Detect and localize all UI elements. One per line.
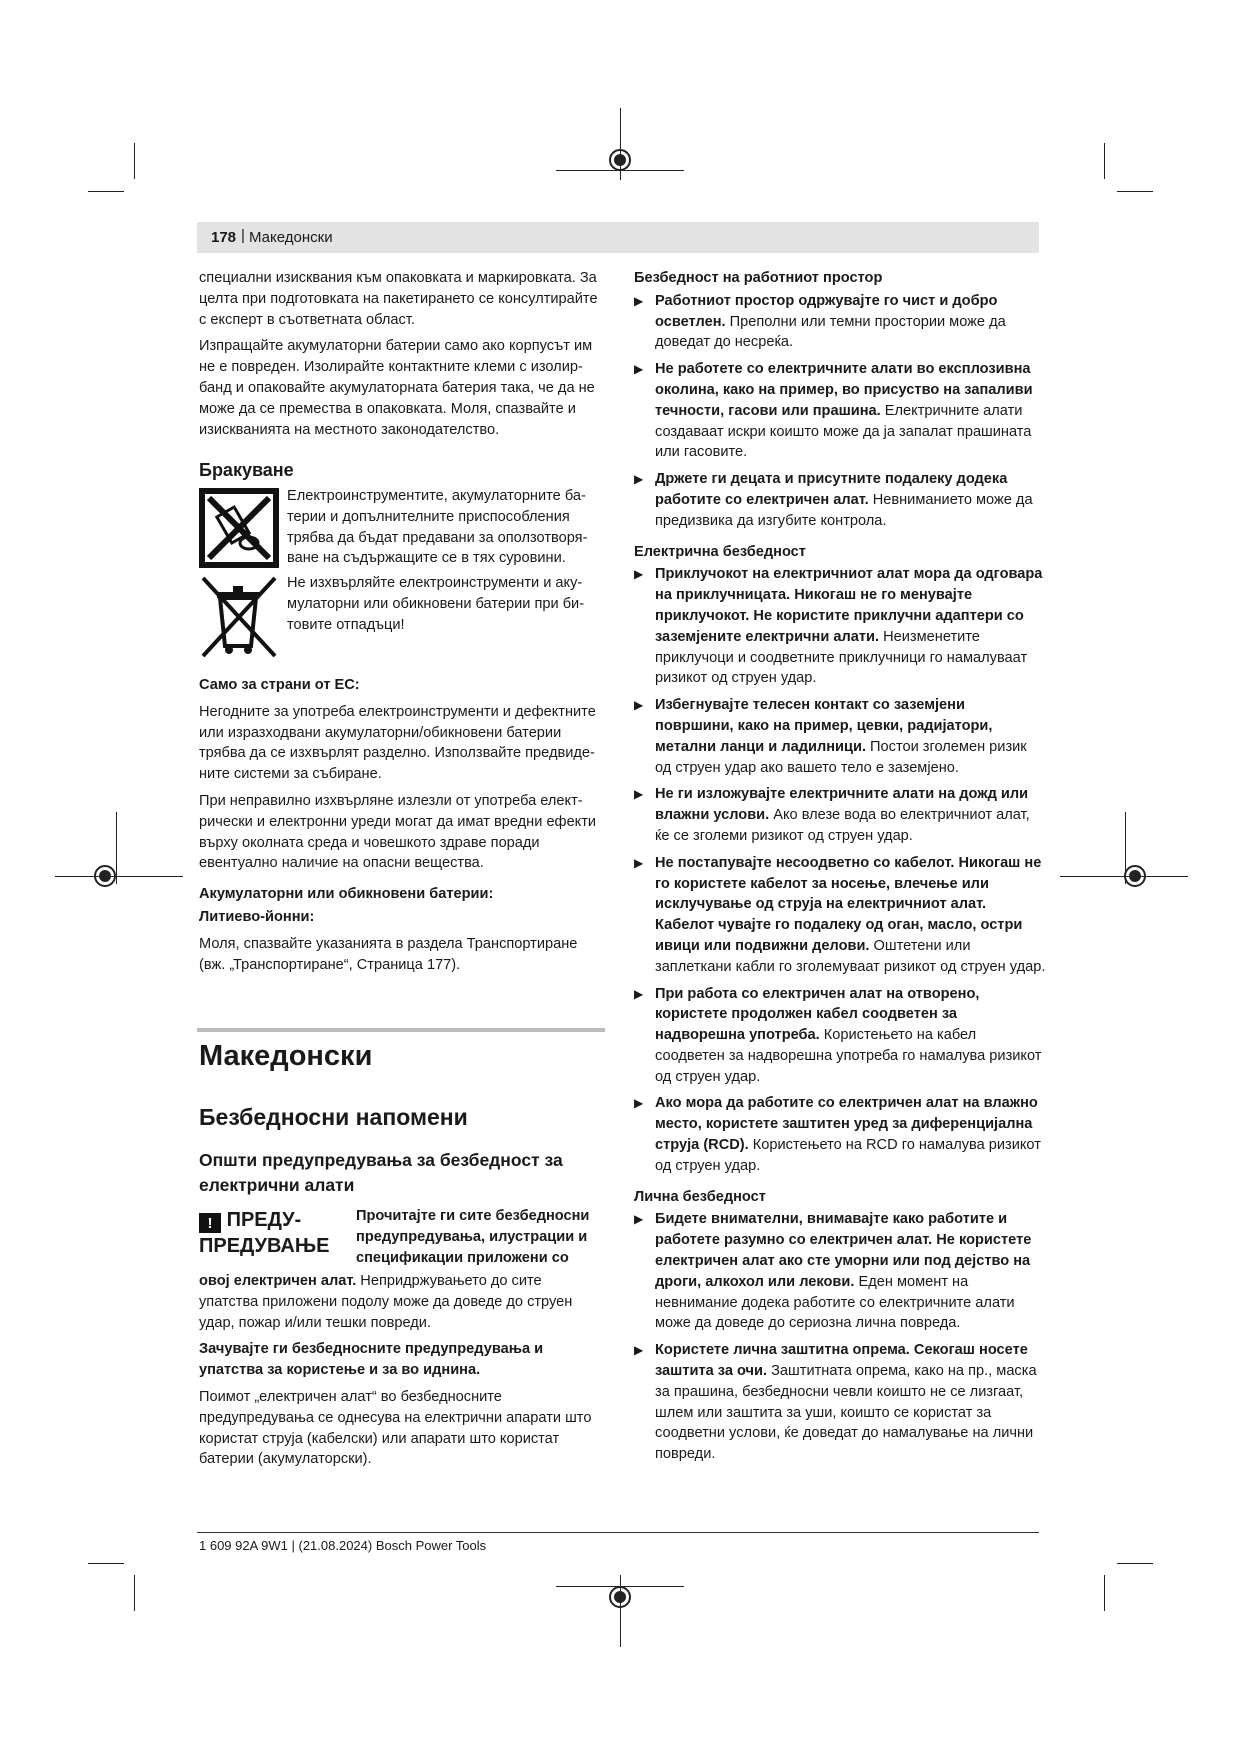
warning-normal-text: Непридржувањето до сите упатства приложени подолу може да доведе до струен удар, пожар и/или тешки повреди. bbox=[199, 1273, 573, 1331]
bullet-arrow-icon: ▶ bbox=[634, 567, 644, 582]
crop-mark bbox=[88, 1563, 124, 1564]
eu-title: Само за страни от ЕС: bbox=[199, 677, 360, 693]
warning-triangle-icon: ! bbox=[199, 1213, 221, 1233]
li-ion-title: Литиево-йонни: bbox=[199, 908, 315, 925]
registration-mark-icon bbox=[1124, 865, 1146, 887]
registration-mark-icon bbox=[609, 149, 631, 171]
bullet-arrow-icon: ▶ bbox=[634, 787, 644, 802]
disposal-paragraph-1: Електроинструментите, акумулаторните батерии и допълнителните приспособления трябва да бъдат предавани за оползотворяване на съдържащите се в тях суровини. bbox=[287, 488, 588, 567]
electrical-safety-title: Електрична безбедност bbox=[634, 543, 806, 560]
bullet-arrow-icon: ▶ bbox=[634, 1096, 644, 1111]
bullet-arrow-icon: ▶ bbox=[634, 362, 644, 377]
list-item: ▶ Работниот простор одржувајте го чист и добро осветлен. Преполни или темни простории може да доведат до несреќа. bbox=[634, 292, 1006, 351]
no-household-waste-icon bbox=[199, 488, 279, 568]
bullet-arrow-icon: ▶ bbox=[634, 986, 644, 1001]
warning-intro bbox=[356, 1206, 606, 1268]
crop-mark bbox=[1117, 1563, 1153, 1564]
bullet-arrow-icon: ▶ bbox=[634, 472, 644, 487]
crop-mark bbox=[1117, 191, 1153, 192]
list-item: ▶ Приклучокот на електричниот алат мора да одговара на приклучницата. Никогаш не го менувајте приклучокот. Не користите приклучни адаптери со заземјените електрични алати. Неизменетите приклучоци и соодветните приклучници го намалуваат ризикот од струен удар. bbox=[634, 566, 1043, 687]
list-item: ▶ Ако мора да работите со електричен алат на влажно место, користете заштитен уред за диференцијална струја (RCD). Користењето на RCD го намалува ризикот од струен удар. bbox=[634, 1095, 1041, 1174]
disposal-title: Бракуване bbox=[199, 460, 294, 480]
bullet-arrow-icon: ▶ bbox=[634, 1212, 644, 1227]
crop-mark bbox=[1104, 143, 1105, 179]
crossed-bin-icon bbox=[199, 574, 279, 660]
crop-mark bbox=[88, 191, 124, 192]
general-warnings-heading: Општи предупредувања за безбедност за електрични алати bbox=[199, 1150, 563, 1195]
work-area-title: Безбедност на работниот простор bbox=[634, 270, 883, 286]
disposal-section bbox=[199, 458, 604, 482]
warning-bold-text-2: овој електричен алат. bbox=[199, 1273, 357, 1289]
li-ion-paragraph: Моля, спазвайте указанията в раздела Транспортиране (вж. „Транспортиране“, Страница 177). bbox=[199, 935, 578, 973]
intro-paragraph-1: специални изисквания към опаковката и маркировката. За целта при подготовката на пакетирането се консултирайте с експерт в съответната област. bbox=[199, 270, 598, 328]
crop-mark bbox=[116, 812, 117, 884]
right-column bbox=[634, 268, 1046, 1471]
registration-mark-icon bbox=[609, 1586, 631, 1608]
personal-safety-title: Лична безбедност bbox=[634, 1188, 766, 1205]
list-item: ▶ Држете ги децата и присутните подалеку додека работите со електричен алат. Невниманието може да предизвика да изгубите контрола. bbox=[634, 471, 1033, 529]
language-heading: Македонски bbox=[199, 1040, 373, 1072]
disposal-text bbox=[287, 486, 605, 642]
page-number: 178 bbox=[211, 229, 237, 246]
warning-label bbox=[199, 1207, 349, 1259]
eu-paragraph-2: При неправилно изхвърляне излезли от употреба електрически и електронни уреди могат да имат вредни ефекти върху околната среда и човешкото здраве поради евентуално наличие на опасни вещества. bbox=[199, 792, 597, 872]
list-item: ▶ Не постапувајте несоодветно со кабелот. Никогаш не го користете кабелот за носење, влечење или исклучување од струја на електричниот алат. Кабелот чувајте го подалеку од оган, масло, остри ивици или подвижни делови. Оштетени или заплеткани кабли го зголемуваат ризикот од струен удар. bbox=[634, 854, 1046, 975]
list-item: ▶ Не работете со електричните алати во експлозивна околина, како на пример, во присуство на запаливи течности, гасови или прашина. Електричните алати создаваат искри коишто може да ја запалат прашината или гасовите. bbox=[634, 361, 1033, 461]
crop-mark bbox=[134, 1575, 135, 1611]
list-item: ▶ Не ги изложувајте електричните алати на дожд или влажни услови. Ако влезе вода во електричниот алат, ќе се зголеми ризикот од струен удар. bbox=[634, 786, 1030, 844]
footer-divider bbox=[197, 1532, 1039, 1533]
left-column-upper bbox=[199, 268, 604, 446]
intro-paragraph-2: Изпращайте акумулаторни батерии само ако корпусът им не е повреден. Изолирайте контактните клеми с изолирбанд и опаковайте акумулаторната батерия така, че да не може да се премества в опаковката. Моля, спазвайте и изискванията на местното законодателство. bbox=[199, 338, 595, 438]
keep-instructions: Зачувајте ги безбедносните предупредувања и упатства за користење и за во иднина. bbox=[199, 1341, 544, 1379]
registration-mark-icon bbox=[94, 865, 116, 887]
warning-label-line-2: ПРЕДУВАЊЕ bbox=[199, 1235, 330, 1257]
section-divider bbox=[197, 1028, 605, 1032]
warning-bold-text: Прочитајте ги сите безбедносни предупредувања, илустрации и спецификации приложени со bbox=[356, 1208, 590, 1266]
crop-mark bbox=[134, 143, 135, 179]
bullet-arrow-icon: ▶ bbox=[634, 293, 644, 308]
warning-continuation bbox=[199, 1271, 604, 1476]
eu-section bbox=[199, 675, 604, 981]
disposal-paragraph-2: Не изхвърляйте електроинструменти и акумулаторни или обикновени батерии при битовите отпадъци! bbox=[287, 575, 585, 633]
crop-mark bbox=[1104, 1575, 1105, 1611]
safety-notes-heading: Безбедносни напомени bbox=[199, 1104, 468, 1130]
bullet-arrow-icon: ▶ bbox=[634, 698, 644, 713]
eu-paragraph-1: Негодните за употреба електроинструменти и дефектните или изразходвани акумулаторни/обикновени батерии трябва да се изхвърлят разделно. Използвайте предвидените системи за събиране. bbox=[199, 703, 596, 783]
bullet-arrow-icon: ▶ bbox=[634, 855, 644, 870]
page-header bbox=[197, 222, 1039, 253]
term-definition: Поимот „електричен алат“ во безбедносните предупредувања се однесува на електрични апарати што користат струја (кабелски) или апарати што користат батерии (акумулаторски). bbox=[199, 1388, 592, 1468]
crop-mark bbox=[55, 876, 183, 877]
list-item: ▶ Бидете внимателни, внимавајте како работите и работете разумно со електричен алат. Не користете електричен алат ако сте уморни или под дејство на дроги, алкохол или лекови. Еден момент на невнимание додека работите со електричните алати може да доведе до сериозна лична повреда. bbox=[634, 1211, 1032, 1332]
batteries-title: Акумулаторни или обикновени батерии: bbox=[199, 886, 494, 903]
header-separator: | bbox=[241, 227, 245, 244]
page-footer: 1 609 92A 9W1 | (21.08.2024) Bosch Power Tools bbox=[199, 1538, 487, 1553]
warning-label-line-1: ПРЕДУ- bbox=[226, 1209, 302, 1231]
list-item: ▶ Избегнувајте телесен контакт со заземјени површини, како на пример, цевки, радијатори, метални ланци и ладилници. Постои зголемен ризик од струен удар ако вашето тело е заземјено. bbox=[634, 697, 1027, 776]
list-item: ▶ Користете лична заштитна опрема. Секогаш носете заштита за очи. Заштитната опрема, како на пр., маска за прашина, безбедносни чевли коишто не се лизгаат, шлем или заштита за уши, коишто се користат за соодветни услови, ќе доведат до намалување на лични повреди. bbox=[634, 1342, 1037, 1463]
bullet-arrow-icon: ▶ bbox=[634, 1343, 644, 1358]
header-language: Македонски bbox=[249, 229, 333, 246]
list-item: ▶ При работа со електричен алат на отворено, користете продолжен кабел соодветен за надворешна употреба. Користењето на кабел соодветен за надворешна употреба го намалува ризикот од струен удар. bbox=[634, 985, 1042, 1085]
